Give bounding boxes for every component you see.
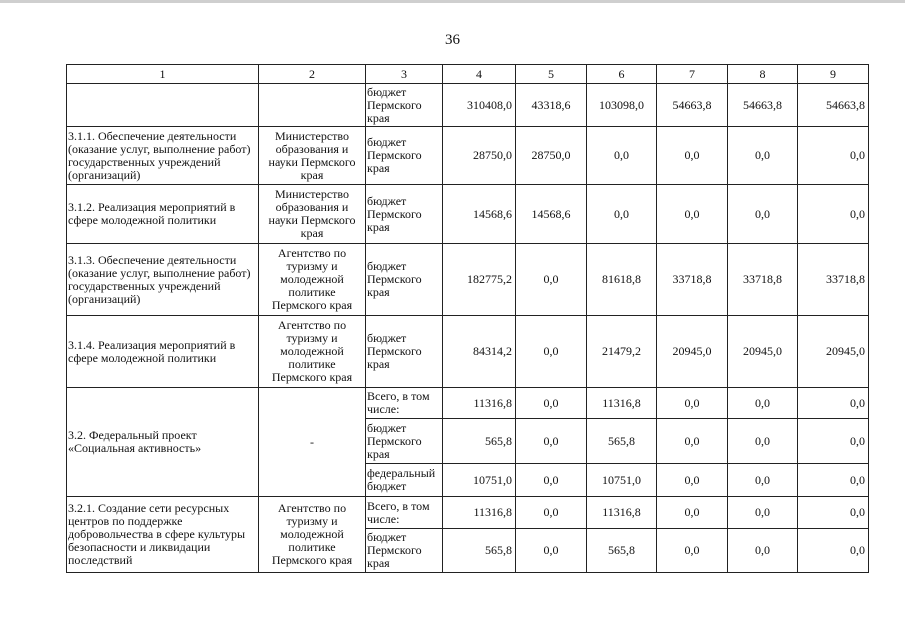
table-row: [67, 185, 869, 244]
program-name-cell: 3.1.1. Обеспечение деятельности (оказание услуг, выполнение работ) государственных учреждений (организаций): [67, 127, 259, 185]
executor-cell: Агентство по туризму и молодежной политике Пермского края: [259, 497, 366, 573]
value-year-2: 81618,8: [587, 244, 657, 316]
funding-source-cell: бюджет Пермского края: [366, 316, 443, 388]
funding-source-cell: бюджет Пермского края: [366, 185, 443, 244]
value-year-5: 33718,8: [798, 244, 869, 316]
program-name-cell: 3.1.4. Реализация мероприятий в сфере молодежной политики: [67, 316, 259, 388]
executor-cell: Агентство по туризму и молодежной политике Пермского края: [259, 244, 366, 316]
column-header: 6: [587, 65, 657, 84]
value-year-2: 0,0: [587, 185, 657, 244]
value-year-3: 0,0: [657, 497, 728, 529]
value-total: 565,8: [443, 529, 516, 573]
value-year-5: 0,0: [798, 497, 869, 529]
value-year-3: 0,0: [657, 464, 728, 497]
value-year-5: 0,0: [798, 388, 869, 419]
value-year-4: 0,0: [728, 388, 798, 419]
funding-source-cell: бюджет Пермского края: [366, 529, 443, 573]
value-year-2: 0,0: [587, 127, 657, 185]
funding-source-cell: бюджет Пермского края: [366, 84, 443, 127]
value-year-5: 0,0: [798, 529, 869, 573]
program-name-cell: [67, 84, 259, 127]
value-year-3: 0,0: [657, 185, 728, 244]
column-header: 7: [657, 65, 728, 84]
program-name-cell: 3.1.2. Реализация мероприятий в сфере молодежной политики: [67, 185, 259, 244]
value-year-5: 0,0: [798, 185, 869, 244]
column-header: 3: [366, 65, 443, 84]
funding-source-cell: бюджет Пермского края: [366, 244, 443, 316]
value-year-3: 0,0: [657, 127, 728, 185]
value-year-4: 0,0: [728, 185, 798, 244]
value-year-1: 0,0: [516, 464, 587, 497]
table-row: [67, 316, 869, 388]
executor-cell: -: [259, 388, 366, 497]
value-total: 11316,8: [443, 388, 516, 419]
scan-edge: [0, 0, 905, 3]
funding-source-cell: бюджет Пермского края: [366, 419, 443, 464]
value-year-2: 21479,2: [587, 316, 657, 388]
table-row: [67, 127, 869, 185]
value-total: 10751,0: [443, 464, 516, 497]
funding-source-cell: Всего, в том числе:: [366, 388, 443, 419]
value-year-4: 0,0: [728, 127, 798, 185]
column-header: 8: [728, 65, 798, 84]
value-year-5: 0,0: [798, 127, 869, 185]
value-total: 84314,2: [443, 316, 516, 388]
value-year-5: 20945,0: [798, 316, 869, 388]
value-year-4: 0,0: [728, 464, 798, 497]
value-total: 182775,2: [443, 244, 516, 316]
value-year-3: 0,0: [657, 388, 728, 419]
funding-source-cell: бюджет Пермского края: [366, 127, 443, 185]
value-total: 14568,6: [443, 185, 516, 244]
value-year-1: 0,0: [516, 244, 587, 316]
table-row: [67, 244, 869, 316]
value-total: 28750,0: [443, 127, 516, 185]
executor-cell: Министерство образования и науки Пермского края: [259, 185, 366, 244]
value-total: 565,8: [443, 419, 516, 464]
value-year-4: 0,0: [728, 419, 798, 464]
budget-table: [66, 64, 869, 573]
value-year-3: 0,0: [657, 419, 728, 464]
value-year-1: 28750,0: [516, 127, 587, 185]
column-header: 5: [516, 65, 587, 84]
table-row: [67, 497, 869, 529]
executor-cell: Министерство образования и науки Пермского края: [259, 127, 366, 185]
value-year-3: 0,0: [657, 529, 728, 573]
table-row: [67, 388, 869, 419]
table-row: [67, 84, 869, 127]
value-year-5: 0,0: [798, 464, 869, 497]
value-year-1: 0,0: [516, 316, 587, 388]
value-year-5: 0,0: [798, 419, 869, 464]
value-year-2: 103098,0: [587, 84, 657, 127]
value-year-2: 565,8: [587, 529, 657, 573]
value-year-1: 0,0: [516, 497, 587, 529]
value-year-2: 10751,0: [587, 464, 657, 497]
executor-cell: Агентство по туризму и молодежной политике Пермского края: [259, 316, 366, 388]
value-year-5: 54663,8: [798, 84, 869, 127]
value-year-2: 565,8: [587, 419, 657, 464]
page-number: 36: [445, 32, 460, 48]
value-year-3: 33718,8: [657, 244, 728, 316]
value-year-4: 54663,8: [728, 84, 798, 127]
value-year-3: 20945,0: [657, 316, 728, 388]
value-total: 11316,8: [443, 497, 516, 529]
value-year-4: 33718,8: [728, 244, 798, 316]
value-year-1: 43318,6: [516, 84, 587, 127]
value-year-1: 14568,6: [516, 185, 587, 244]
program-name-cell: 3.1.3. Обеспечение деятельности (оказание услуг, выполнение работ) государственных учреждений (организаций): [67, 244, 259, 316]
column-header: 4: [443, 65, 516, 84]
value-year-1: 0,0: [516, 388, 587, 419]
column-header: 1: [67, 65, 259, 84]
value-year-3: 54663,8: [657, 84, 728, 127]
column-header: 2: [259, 65, 366, 84]
value-year-1: 0,0: [516, 419, 587, 464]
executor-cell: [259, 84, 366, 127]
funding-source-cell: Всего, в том числе:: [366, 497, 443, 529]
value-year-4: 20945,0: [728, 316, 798, 388]
program-name-cell: 3.2. Федеральный проект «Социальная активность»: [67, 388, 259, 497]
value-year-4: 0,0: [728, 497, 798, 529]
value-year-4: 0,0: [728, 529, 798, 573]
value-total: 310408,0: [443, 84, 516, 127]
column-header-row: [67, 65, 869, 84]
funding-source-cell: федеральный бюджет: [366, 464, 443, 497]
value-year-2: 11316,8: [587, 497, 657, 529]
program-name-cell: 3.2.1. Создание сети ресурсных центров по поддержке добровольчества в сфере культуры безопасности и ликвидации последствий: [67, 497, 259, 573]
value-year-2: 11316,8: [587, 388, 657, 419]
value-year-1: 0,0: [516, 529, 587, 573]
column-header: 9: [798, 65, 869, 84]
